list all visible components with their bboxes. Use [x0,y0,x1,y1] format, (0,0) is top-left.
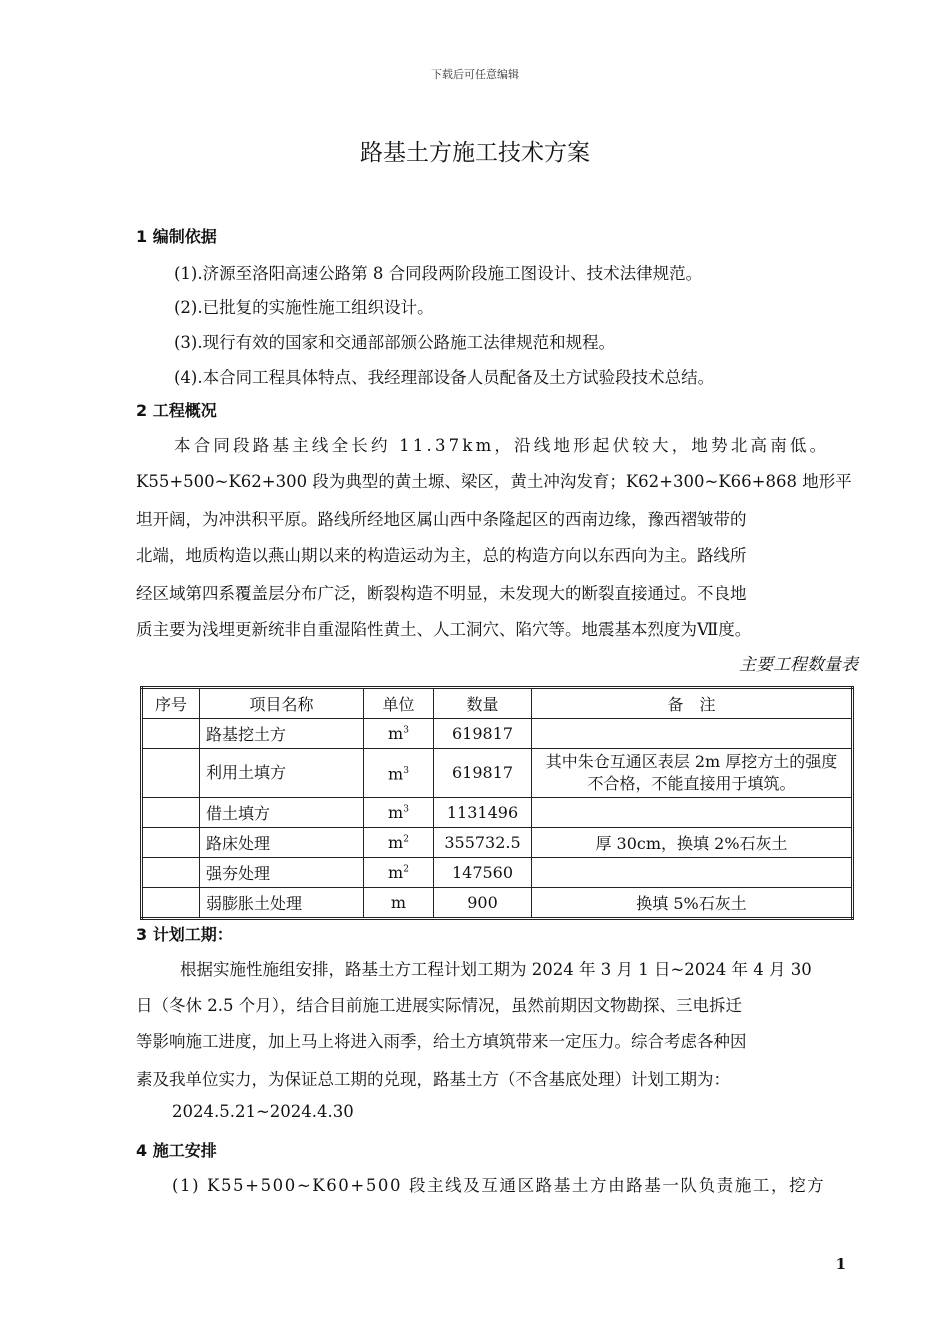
unit-cell: $m^2$ [364,828,434,858]
table-row [142,858,853,888]
row-number-cell [142,719,200,749]
header-note: 下载后可任意编辑 [431,68,519,81]
note-cell [532,858,853,888]
item-name-cell: 路基挖土方 [200,719,364,749]
row-number-cell [142,749,200,798]
item-name-cell: 强夯处理 [200,858,364,888]
item-name-cell: 弱膨胀土处理 [200,888,364,919]
table-row [142,798,853,828]
unit-cell: m [364,888,434,919]
note-cell [532,719,853,749]
unit-cell: $m^2$ [364,858,434,888]
table-row [142,749,853,798]
section4-heading: 4 施工安排 [136,1141,217,1160]
table-header-row [142,688,853,719]
quantity-cell: 147560 [434,858,532,888]
section2-line: 经区域第四系覆盖层分布广泛，断裂构造不明显，未发现大的断裂直接通过。不良地 [136,584,747,603]
quantity-cell: 900 [434,888,532,919]
table-header-cell: 单位 [364,688,434,719]
item-name-cell: 利用土填方 [200,749,364,798]
quantity-cell: 1131496 [434,798,532,828]
section2-line: K55+500~K62+300 段为典型的黄土塬、梁区，黄土冲沟发育；K62+300~K66+868 地形平 [136,472,852,491]
table-row [142,828,853,858]
section3-line: 等影响施工进度，加上马上将进入雨季，给土方填筑带来一定压力。综合考虑各种因 [136,1032,747,1051]
section3-line: 根据实施性施组安排，路基土方工程计划工期为 2024 年 3 月 1 日~2024 年 4 月 30 [180,960,812,979]
table-header-cell: 备 注 [532,688,853,719]
item-name-cell: 借土填方 [200,798,364,828]
table-row [142,888,853,919]
item-name-cell: 路床处理 [200,828,364,858]
section1-heading: 1 编制依据 [136,227,217,246]
section3-line: 2024.5.21~2024.4.30 [172,1102,354,1121]
section1-item: (4).本合同工程具体特点、我经理部设备人员配备及土方试验段技术总结。 [174,368,715,387]
row-number-cell [142,858,200,888]
section3-heading: 3 计划工期： [136,925,233,944]
document-title: 路基土方施工技术方案 [360,140,590,166]
quantity-cell: 619817 [434,749,532,798]
unit-cell: $m^3$ [364,798,434,828]
unit-cell: $m^3$ [364,749,434,798]
table-header-cell: 序号 [142,688,200,719]
table-row [142,719,853,749]
table-caption: 主要工程数量表 [739,655,858,675]
row-number-cell [142,798,200,828]
row-number-cell [142,828,200,858]
section2-line: 坦开阔，为冲洪积平原。路线所经地区属山西中条隆起区的西南边缘，豫西褶皱带的 [136,510,747,529]
table-header-cell: 项目名称 [200,688,364,719]
section3-line: 日（冬休 2.5 个月），结合目前施工进展实际情况，虽然前期因文物勘探、三电拆迁 [136,996,742,1015]
quantity-cell: 355732.5 [434,828,532,858]
note-cell: 换填 5%石灰土 [532,888,853,919]
section2-line: 本合同段路基主线全长约 11.37km，沿线地形起伏较大，地势北高南低。 [174,436,830,455]
page-number: 1 [835,1255,846,1273]
note-cell: 厚 30cm，换填 2%石灰土 [532,828,853,858]
unit-cell: $m^3$ [364,719,434,749]
quantity-table [140,686,854,920]
note-cell [532,798,853,828]
section1-item: (1).济源至洛阳高速公路第 8 合同段两阶段施工图设计、技术法律规范。 [174,264,703,283]
section1-item: (3).现行有效的国家和交通部部颁公路施工法律规范和规程。 [174,333,616,352]
table-header-cell: 数量 [434,688,532,719]
section2-line: 质主要为浅埋更新统非自重湿陷性黄土、人工洞穴、陷穴等。地震基本烈度为Ⅶ度。 [136,620,752,639]
section2-heading: 2 工程概况 [136,401,217,420]
section2-line: 北端，地质构造以燕山期以来的构造运动为主，总的构造方向以东西向为主。路线所 [136,546,747,565]
section3-line: 素及我单位实力，为保证总工期的兑现，路基土方（不含基底处理）计划工期为： [136,1070,730,1089]
section4-line: (1) K55+500~K60+500 段主线及互通区路基土方由路基一队负责施工，挖方 [172,1176,826,1195]
note-cell: 其中朱仓互通区表层 2m 厚挖方土的强度不合格，不能直接用于填筑。 [532,749,853,798]
row-number-cell [142,888,200,919]
section1-item: (2).已批复的实施性施工组织设计。 [174,298,434,317]
quantity-cell: 619817 [434,719,532,749]
